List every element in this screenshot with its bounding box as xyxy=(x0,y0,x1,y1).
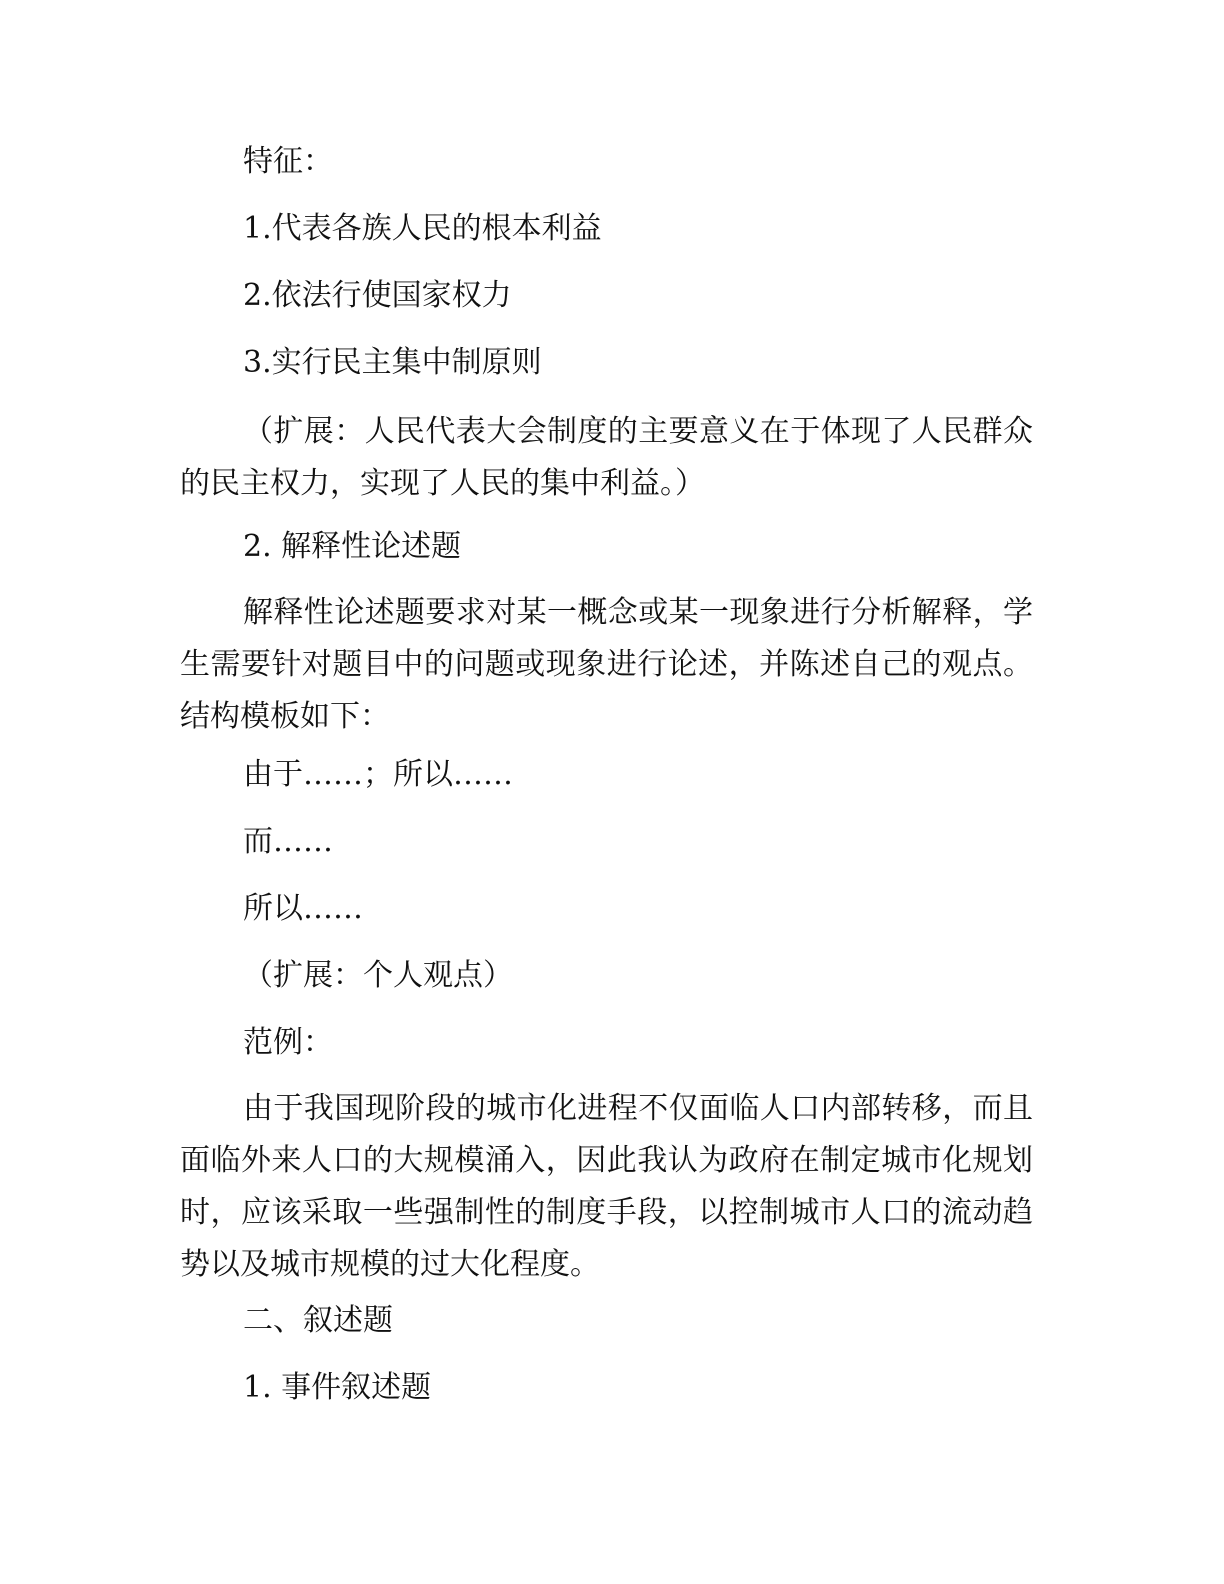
section-2-description: 解释性论述题要求对某一概念或某一现象进行分析解释，学生需要针对题目中的问题或现象进行论述，并陈述自己的观点。结构模板如下： xyxy=(180,595,1033,734)
template-line-3: 所以…… xyxy=(243,891,363,926)
features-heading: 特征： xyxy=(243,144,333,179)
extension-line-2: （扩展：个人观点） xyxy=(243,958,513,993)
template-line-1: 由于……；所以…… xyxy=(243,757,513,792)
template-line-2: 而…… xyxy=(243,824,333,859)
part-2-title: 二、叙述题 xyxy=(243,1303,393,1338)
event-narrative-title: 1. 事件叙述题 xyxy=(243,1370,432,1405)
example-heading: 范例： xyxy=(243,1025,333,1060)
feature-item-3: 3.实行民主集中制原则 xyxy=(243,345,542,380)
feature-item-2: 2.依法行使国家权力 xyxy=(243,278,512,313)
feature-item-1: 1.代表各族人民的根本利益 xyxy=(243,211,602,246)
example-paragraph: 由于我国现阶段的城市化进程不仅面临人口内部转移，而且面临外来人口的大规模涌入，因此我认为政府在制定城市化规划时，应该采取一些强制性的制度手段，以控制城市人口的流动趋势以及城市规模的过大化程度。 xyxy=(180,1091,1033,1282)
section-2-title: 2. 解释性论述题 xyxy=(243,529,462,564)
extension-paragraph-1: （扩展：人民代表大会制度的主要意义在于体现了人民群众的民主权力，实现了人民的集中利益。） xyxy=(180,414,1033,501)
